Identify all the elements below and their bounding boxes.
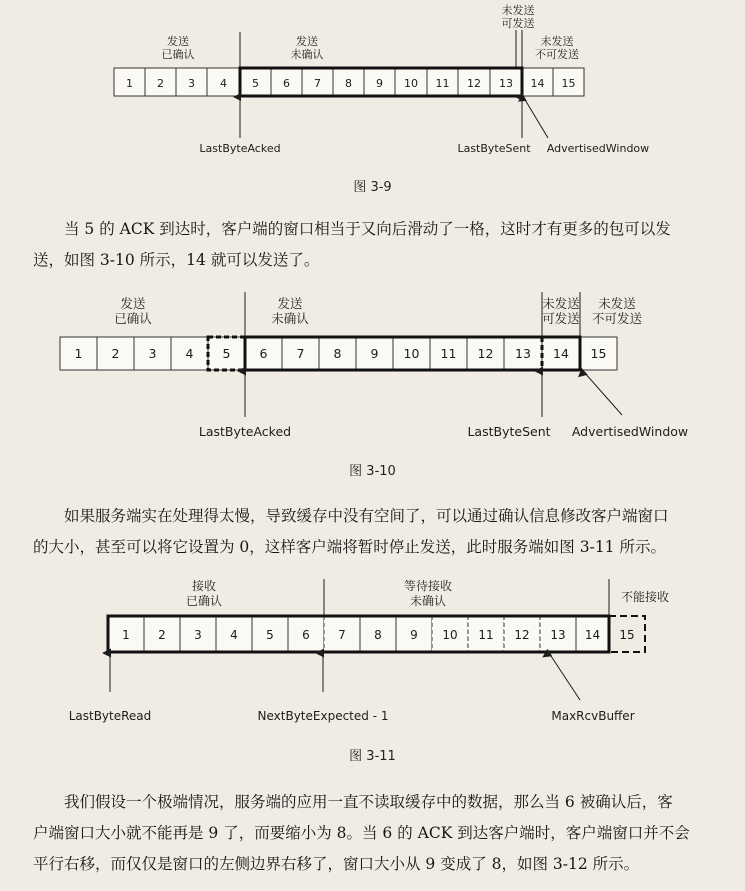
svg-text:1: 1	[126, 77, 133, 90]
region-label-unsent-sendable: 可发送	[542, 311, 580, 326]
svg-text:12: 12	[477, 346, 494, 361]
cell	[364, 68, 395, 96]
svg-text:5: 5	[266, 628, 274, 642]
cell	[207, 68, 240, 96]
cell	[427, 68, 458, 96]
pointer-label-nextbyteexpected: NextByteExpected - 1	[257, 709, 389, 723]
svg-text:10: 10	[404, 77, 418, 90]
svg-text:14: 14	[584, 628, 601, 642]
svg-text:11: 11	[478, 628, 494, 642]
svg-text:7: 7	[296, 346, 305, 361]
pointer-label-maxrcvbuffer: MaxRcvBuffer	[551, 709, 635, 723]
region-label-sent-acked: 发送	[167, 35, 189, 48]
region-label-awaiting-unacked: 未确认	[409, 594, 447, 608]
cell	[282, 337, 319, 370]
region-label-sent-unacked: 未确认	[290, 48, 324, 61]
pointer-label-advertisedwindow: AdvertisedWindow	[546, 142, 650, 155]
paragraph-line: 送，如图 3-10 所示，14 就可以发送了。	[33, 251, 320, 269]
pointer-label-lastbyteacked: LastByteAcked	[198, 424, 292, 439]
paragraph-line: 当 5 的 ACK 到达时，客户端的窗口相当于又向后滑动了一格，这时才有更多的包可以发	[64, 220, 671, 238]
region-label-unsent-unsendable: 不可发送	[535, 48, 579, 61]
cell	[252, 616, 288, 652]
body-paragraph	[33, 214, 723, 276]
cell	[114, 68, 145, 96]
cell-row	[60, 337, 617, 370]
svg-text:6: 6	[302, 628, 310, 642]
cell	[144, 616, 180, 652]
cell	[504, 337, 542, 370]
svg-text:10: 10	[403, 346, 420, 361]
region-label-received-acked: 已确认	[185, 594, 223, 608]
figure-caption: 图 3-9	[353, 180, 392, 195]
cell	[319, 337, 356, 370]
cell	[360, 616, 396, 652]
cell	[288, 616, 324, 652]
cell	[208, 337, 245, 370]
svg-text:8: 8	[374, 628, 382, 642]
region-label-unsent-unsendable: 未发送	[598, 296, 636, 311]
cell	[240, 68, 271, 96]
body-paragraph	[33, 787, 723, 880]
svg-text:8: 8	[345, 77, 352, 90]
cell	[180, 616, 216, 652]
region-label-cannot-receive: 不能接收	[620, 590, 670, 604]
svg-text:15: 15	[561, 77, 576, 90]
cell	[356, 337, 393, 370]
svg-text:5: 5	[252, 77, 259, 90]
cell	[324, 616, 360, 652]
cell	[245, 337, 282, 370]
figure-caption: 图 3-11	[349, 749, 396, 764]
svg-text:6: 6	[283, 77, 290, 90]
paragraph-line: 平行右移，而仅仅是窗口的左侧边界右移了，窗口大小从 9 变成了 8，如图 3-12 所示。	[33, 855, 640, 873]
svg-text:9: 9	[410, 628, 418, 642]
cell	[576, 616, 609, 652]
cell	[302, 68, 333, 96]
cell	[580, 337, 617, 370]
pointer-label-lastbyteacked: LastByteAcked	[199, 142, 281, 155]
svg-text:4: 4	[220, 77, 227, 90]
cell-row	[108, 616, 645, 652]
svg-text:11: 11	[440, 346, 457, 361]
svg-text:7: 7	[314, 77, 321, 90]
region-label-unsent-sendable: 未发送	[542, 296, 580, 311]
svg-text:7: 7	[338, 628, 346, 642]
svg-text:3: 3	[188, 77, 195, 90]
region-label-sent-acked: 已确认	[114, 311, 152, 326]
cell	[553, 68, 584, 96]
svg-text:12: 12	[467, 77, 481, 90]
cell	[271, 68, 302, 96]
svg-text:9: 9	[370, 346, 379, 361]
figure-3-11	[0, 574, 745, 774]
svg-text:15: 15	[619, 628, 635, 642]
svg-text:5: 5	[222, 346, 231, 361]
svg-text:14: 14	[530, 77, 545, 90]
svg-text:1: 1	[74, 346, 83, 361]
svg-text:15: 15	[590, 346, 607, 361]
region-label-awaiting-unacked: 等待接收	[403, 579, 453, 593]
cell	[522, 68, 553, 96]
figure-3-10	[0, 285, 745, 485]
svg-text:13: 13	[499, 77, 513, 90]
region-label-unsent-sendable: 可发送	[501, 17, 535, 30]
region-label-sent-unacked: 发送	[277, 296, 303, 311]
cell	[333, 68, 364, 96]
svg-text:2: 2	[111, 346, 120, 361]
cell	[490, 68, 522, 96]
cell	[134, 337, 171, 370]
paragraph-line: 如果服务端实在处理得太慢，导致缓存中没有空间了，可以通过确认信息修改客户端窗口	[64, 507, 669, 525]
pointer-label-lastbyteread: LastByteRead	[68, 709, 152, 723]
region-label-sent-acked: 发送	[120, 296, 146, 311]
paragraph-line: 户端窗口大小就不能再是 9 了，而要缩小为 8。当 6 的 ACK 到达客户端时，客户端窗口并不会	[33, 824, 690, 842]
cell	[396, 616, 432, 652]
cell	[542, 337, 580, 370]
figure-caption: 图 3-10	[349, 464, 396, 479]
region-label-unsent-unsendable: 未发送	[540, 35, 574, 48]
cell	[468, 616, 504, 652]
cell	[432, 616, 468, 652]
svg-text:13: 13	[550, 628, 566, 642]
region-label-sent-acked: 已确认	[161, 48, 195, 61]
svg-text:4: 4	[185, 346, 194, 361]
region-label-unsent-sendable: 未发送	[501, 4, 535, 17]
paragraph-line: 我们假设一个极端情况，服务端的应用一直不读取缓存中的数据，那么当 6 被确认后，客	[64, 793, 673, 811]
svg-text:2: 2	[157, 77, 164, 90]
region-label-unsent-unsendable: 不可发送	[591, 311, 643, 326]
cell	[540, 616, 576, 652]
cell	[216, 616, 252, 652]
svg-text:3: 3	[148, 346, 157, 361]
pointer-label-advertisedwindow: AdvertisedWindow	[571, 424, 689, 439]
cell	[395, 68, 427, 96]
region-label-sent-unacked: 发送	[296, 35, 318, 48]
svg-text:1: 1	[122, 628, 130, 642]
cell	[504, 616, 540, 652]
region-label-sent-unacked: 未确认	[271, 311, 309, 326]
cell	[171, 337, 208, 370]
svg-text:14: 14	[553, 346, 569, 361]
pointer-label-lastbytesent: LastByteSent	[467, 424, 551, 439]
cell-row	[114, 68, 584, 96]
cell	[145, 68, 176, 96]
paragraph-line: 的大小，甚至可以将它设置为 0，这样客户端将暂时停止发送，此时服务端如图 3-11 所示。	[33, 538, 666, 556]
cell	[430, 337, 467, 370]
cell	[609, 616, 645, 652]
svg-text:2: 2	[158, 628, 166, 642]
cell	[458, 68, 490, 96]
svg-text:9: 9	[376, 77, 383, 90]
region-label-received-acked: 接收	[191, 579, 217, 593]
svg-text:6: 6	[259, 346, 268, 361]
cell	[467, 337, 504, 370]
cell	[60, 337, 97, 370]
svg-text:13: 13	[515, 346, 531, 361]
body-paragraph	[33, 501, 723, 563]
cell	[108, 616, 144, 652]
svg-text:8: 8	[333, 346, 342, 361]
cell	[393, 337, 430, 370]
svg-text:10: 10	[442, 628, 458, 642]
svg-text:4: 4	[230, 628, 238, 642]
svg-text:3: 3	[194, 628, 202, 642]
svg-text:11: 11	[435, 77, 450, 90]
svg-text:12: 12	[514, 628, 530, 642]
cell	[97, 337, 134, 370]
figure-3-9	[0, 0, 745, 200]
pointer-label-lastbytesent: LastByteSent	[457, 142, 531, 155]
cell	[176, 68, 207, 96]
